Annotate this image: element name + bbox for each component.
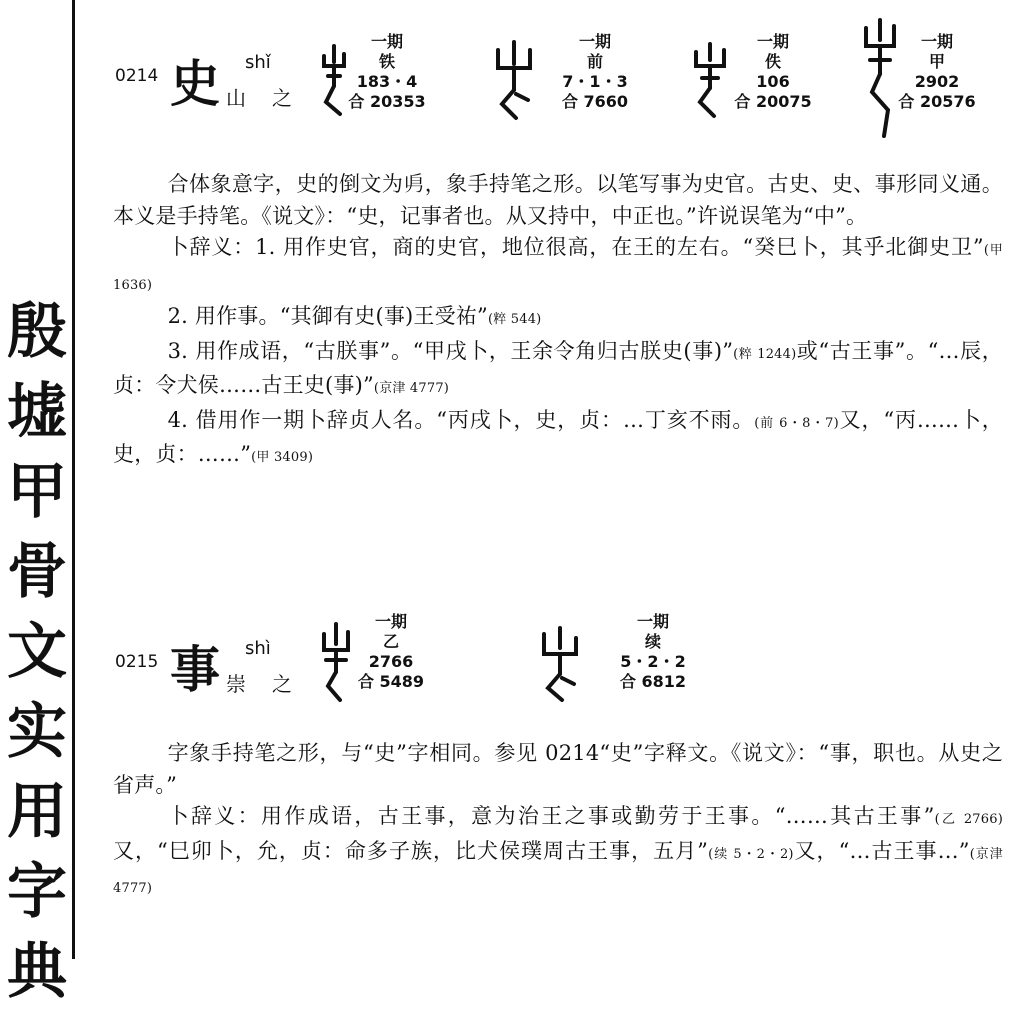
definition-paragraph: 字象手持笔之形，与“史”字相同。参见 0214“史”字释文。《说文》：“事，职也。从史之省声。”: [113, 741, 1003, 797]
usage-paragraph: 3. 用作成语，“古朕事”。“甲戌卜，王余令角归古朕史(事)”(粹 1244)或“古王事”。“…辰，贞：令犬侯……古王史(事)”(京津 4777): [113, 338, 1003, 397]
spine-char: 用: [7, 777, 67, 847]
spine-char: 文: [7, 617, 67, 687]
definition-paragraph: 合体象意字，史的倒文为𠂣，象手持笔之形。以笔写事为史官。古史、史、事形同义通。本义是手持笔。《说文》：“史，记事者也。从又持中，中正也。”许说误笔为“中”。: [113, 172, 1003, 228]
entry-number: 0215: [115, 652, 159, 672]
headword-char: 史: [170, 54, 220, 113]
book-title-vertical: [4, 292, 70, 1012]
spine-char: 字: [7, 857, 67, 927]
entry-number: 0214: [115, 66, 159, 86]
spine-divider-line: [72, 0, 75, 959]
usage-paragraph: 卜辞义：1. 用作史官，商的史官，地位很高，在王的左右。“癸巳卜，其乎北御史卫”(甲 1636): [113, 235, 1003, 293]
phonetic-char: 崇: [226, 672, 246, 696]
phonetic-char: 之: [272, 672, 292, 696]
phonetic-char: 之: [272, 86, 292, 110]
book-spine: [0, 0, 76, 1007]
pinyin: shì: [245, 638, 271, 659]
source-citation: 一期 铁 183・4 合 20353: [348, 32, 426, 111]
spine-char: 实: [7, 697, 67, 767]
oracle-glyph-image: [538, 624, 582, 704]
source-citation: 一期 续 5・2・2 合 6812: [619, 612, 687, 691]
entry-0214-body: [113, 169, 1003, 474]
spine-char: 典: [7, 937, 67, 1007]
pinyin: shǐ: [245, 52, 271, 73]
source-citation: 一期 佚 106 合 20075: [734, 32, 812, 111]
entry-0215-body: [113, 738, 1003, 905]
spine-char: 墟: [7, 377, 67, 447]
usage-paragraph: 4. 借用作一期卜辞贞人名。“丙戌卜，史，贞：…丁亥不雨。(前 6・8・7)又，“丙……卜，史，贞：……”(甲 3409): [113, 407, 1003, 466]
spine-char: 殷: [7, 297, 67, 367]
oracle-glyph-image: [492, 38, 536, 122]
headword-char: 事: [170, 640, 220, 699]
spine-char: 甲: [7, 457, 67, 527]
phonetic-char: 山: [226, 86, 246, 110]
source-citation: 一期 甲 2902 合 20576: [898, 32, 976, 111]
spine-char: 骨: [7, 537, 67, 607]
usage-paragraph: 2. 用作事。“其御有史(事)王受祐”(粹 544): [167, 304, 542, 328]
source-citation: 一期 乙 2766 合 5489: [357, 612, 425, 691]
usage-paragraph: 卜辞义：用作成语，古王事，意为治王之事或勤劳于王事。“……其古王事”(乙 2766)又，“巳卯卜，允，贞：命多子族，比犬侯璞周古王事，五月”(续 5・2・2)又，“…古王事…”(京津 4777): [113, 804, 1004, 896]
source-citation: 一期 前 7・1・3 合 7660: [561, 32, 629, 111]
